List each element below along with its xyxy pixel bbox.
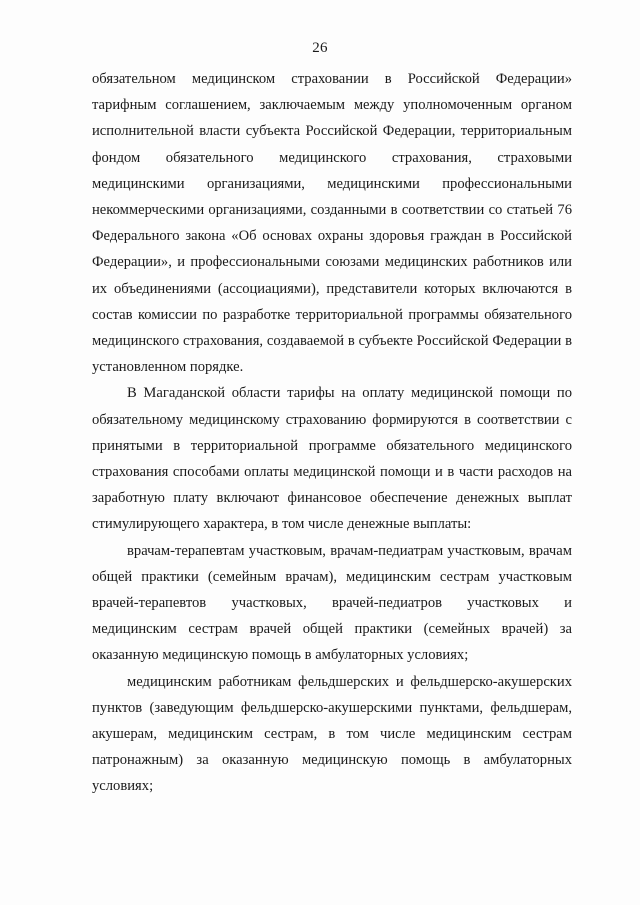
paragraph-physicians: врачам-терапевтам участковым, врачам-педиатрам участковым, врачам общей практики (семейным врачам), медицинским сестрам участковым врачей-терапевтов участковых, врачей-педиатров участковых и медицинским сестрам врачей общей практики (семейных врачей) за оказанную медицинскую помощь в амбулаторных условиях; (92, 542, 572, 664)
paragraph-continuation: обязательном медицинском страховании в Российской Федерации» тарифным соглашением, заключаемым между уполномоченным органом исполнительной власти субъекта Российской Федерации, территориальным фондом обязательного медицинского страхования, страховыми медицинскими организациями, медицинскими профессиональными некоммерческими организациями, созданными в соответствии со статьей 76 Федерального закона «Об основах охраны здоровья граждан в Российской Федерации», и профессиональными союзами медицинских работников или их объединениями (ассоциациями), представители которых включаются в состав комиссии по разработке территориальной программы обязательного медицинского страхования, создаваемой в субъекте Российской Федерации в установленном порядке. (92, 71, 572, 376)
paragraph-feldsher-staff: медицинским работникам фельдшерских и фельдшерско-акушерских пунктов (заведующим фельдшерско-акушерскими пунктами, фельдшерам, акушерам, медицинским сестрам, в том числе медицинским сестрам патронажным) за оказанную медицинскую помощь в амбулаторных условиях; (92, 673, 572, 795)
page-number: 26 (312, 40, 328, 56)
paragraph-tariffs: В Магаданской области тарифы на оплату медицинской помощи по обязательному медицинскому страхованию формируются в соответствии с принятыми в территориальной программе обязательного медицинского страхования способами оплаты медицинской помощи и в части расходов на заработную плату включают финансовое обеспечение денежных выплат стимулирующего характера, в том числе денежные выплаты: (92, 385, 572, 533)
document-body (92, 66, 572, 800)
